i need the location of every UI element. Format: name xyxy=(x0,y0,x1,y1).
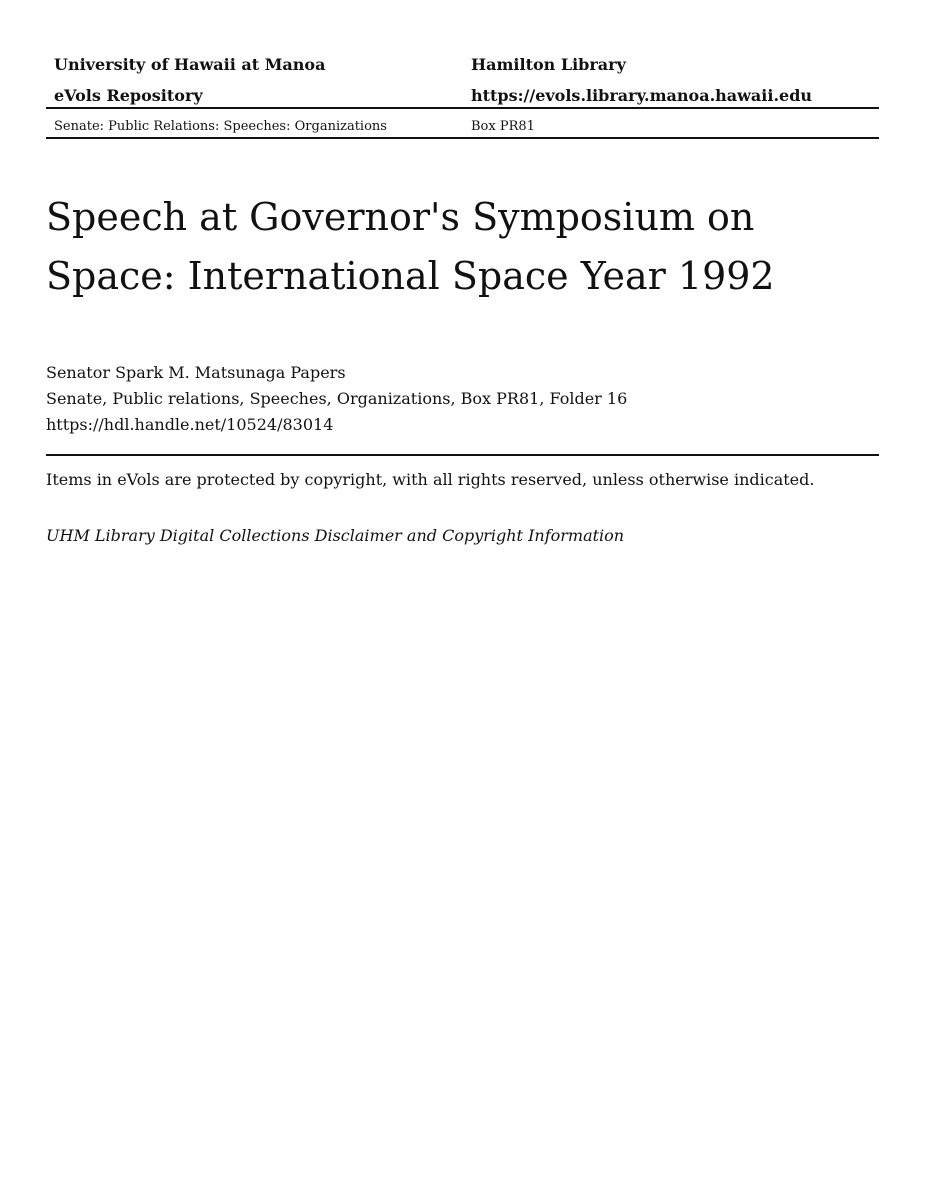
library-name: Hamilton Library xyxy=(471,55,626,74)
folder-location: Senate, Public relations, Speeches, Organizations, Box PR81, Folder 16 xyxy=(46,389,628,408)
disclaimer-link[interactable]: UHM Library Digital Collections Disclaimer and Copyright Information xyxy=(46,526,625,545)
collection-path: Senate: Public Relations: Speeches: Organizations xyxy=(54,119,387,134)
collection-name: Senator Spark M. Matsunaga Papers xyxy=(46,363,346,382)
box-label: Box PR81 xyxy=(471,119,535,134)
title-line-2: Space: International Space Year 1992 xyxy=(46,254,775,298)
header-divider xyxy=(46,107,879,109)
subheader-divider xyxy=(46,137,879,139)
repository-url-link[interactable]: https://evols.library.manoa.hawaii.edu xyxy=(471,86,813,105)
institution-name: University of Hawaii at Manoa xyxy=(54,55,326,74)
copyright-notice: Items in eVols are protected by copyright, with all rights reserved, unless otherwise indicated. xyxy=(46,470,815,489)
document-title xyxy=(46,188,879,306)
title-line-1: Speech at Governor's Symposium on xyxy=(46,195,755,239)
handle-link[interactable]: https://hdl.handle.net/10524/83014 xyxy=(46,415,334,434)
repository-name: eVols Repository xyxy=(54,86,203,105)
document-metadata xyxy=(46,360,627,438)
metadata-divider xyxy=(46,454,879,456)
